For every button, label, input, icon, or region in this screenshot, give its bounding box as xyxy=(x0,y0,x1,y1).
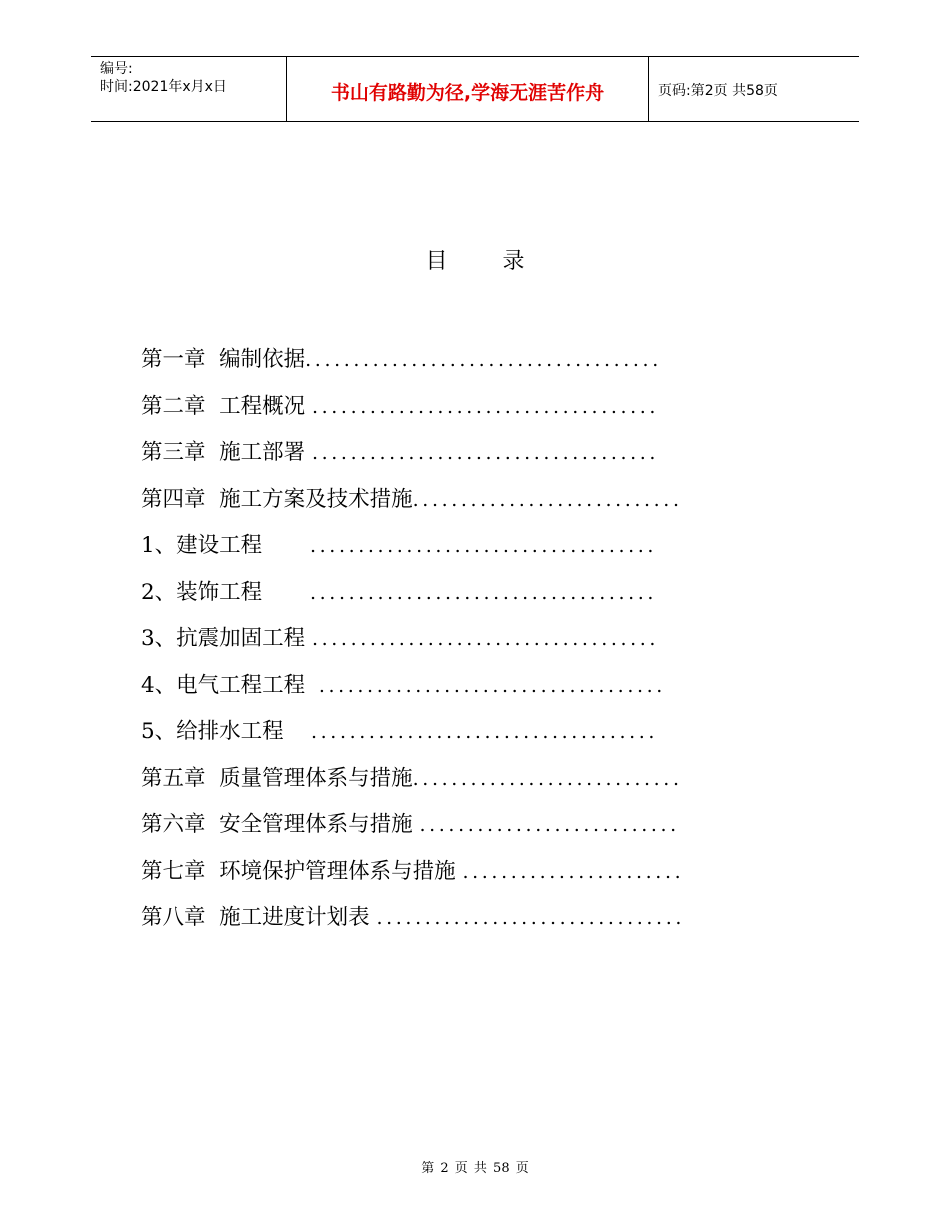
toc-entry xyxy=(141,854,781,901)
toc-entry xyxy=(141,528,781,575)
toc-entry xyxy=(141,900,781,947)
header-motto: 书山有路勤为径,学海无涯苦作舟 xyxy=(330,81,605,104)
toc-entry-label: 第四章 施工方案及技术措施 xyxy=(141,486,413,512)
toc-entry xyxy=(141,714,781,761)
toc-entry-label: 第一章 编制依据 xyxy=(141,347,306,372)
header-page-code: 页码:第2页 共58页 xyxy=(658,83,778,99)
toc-entry-dots: ................................ xyxy=(376,907,685,929)
page-header xyxy=(91,56,859,122)
toc-entry-label: 第八章 施工进度计划表 xyxy=(141,905,377,930)
toc-entry-label: 第七章 环境保护管理体系与措施 xyxy=(141,858,463,884)
toc-entry-label: 第五章 质量管理体系与措施 xyxy=(141,765,413,791)
toc-entry-label: 5、给排水工程 xyxy=(141,719,312,744)
toc-title: 目 录 xyxy=(425,249,549,274)
toc-entry-label: 2、装饰工程 xyxy=(141,579,311,605)
toc-entry xyxy=(141,575,781,622)
document-number-label: 编号: xyxy=(100,61,133,77)
toc-entry-dots: .................................... xyxy=(312,628,660,650)
toc-entry-dots: ............................ xyxy=(412,488,683,511)
toc-entry xyxy=(141,435,781,482)
toc-entry xyxy=(141,668,781,715)
header-motto-cell xyxy=(286,57,649,121)
page-footer: 第 2 页 共 58 页 xyxy=(421,1161,529,1176)
toc-entry xyxy=(141,482,781,529)
header-meta-cell xyxy=(91,57,286,121)
toc-entry-label: 1、建设工程 xyxy=(141,533,311,558)
toc-entry-dots: ............................ xyxy=(412,767,683,790)
toc-entry xyxy=(141,621,781,668)
toc-entry-label: 4、电气工程工程 xyxy=(141,672,319,698)
toc-entry-dots: ....................... xyxy=(462,860,685,883)
toc-entry xyxy=(141,761,781,808)
table-of-contents xyxy=(141,342,781,947)
toc-entry xyxy=(141,807,781,854)
toc-entry-label: 第三章 施工部署 xyxy=(141,440,313,465)
toc-entry xyxy=(141,342,781,389)
toc-entry-dots: .................................... xyxy=(310,535,658,557)
header-page-cell xyxy=(649,57,859,121)
toc-entry-label: 第二章 工程概况 xyxy=(141,393,313,419)
toc-entry-dots: .................................... xyxy=(318,674,666,697)
toc-entry-label: 3、抗震加固工程 xyxy=(141,626,313,651)
toc-entry-dots: .................................... xyxy=(312,395,660,418)
toc-entry-dots: ..................................... xyxy=(305,349,662,371)
toc-entry-dots: .................................... xyxy=(311,721,659,743)
toc-entry xyxy=(141,389,781,436)
document-time-label: 时间:2021年x月x日 xyxy=(100,79,227,95)
toc-entry-label: 第六章 安全管理体系与措施 xyxy=(141,812,420,837)
toc-entry-dots: ........................... xyxy=(419,814,680,836)
toc-entry-dots: .................................... xyxy=(310,581,658,604)
toc-entry-dots: .................................... xyxy=(312,442,660,464)
